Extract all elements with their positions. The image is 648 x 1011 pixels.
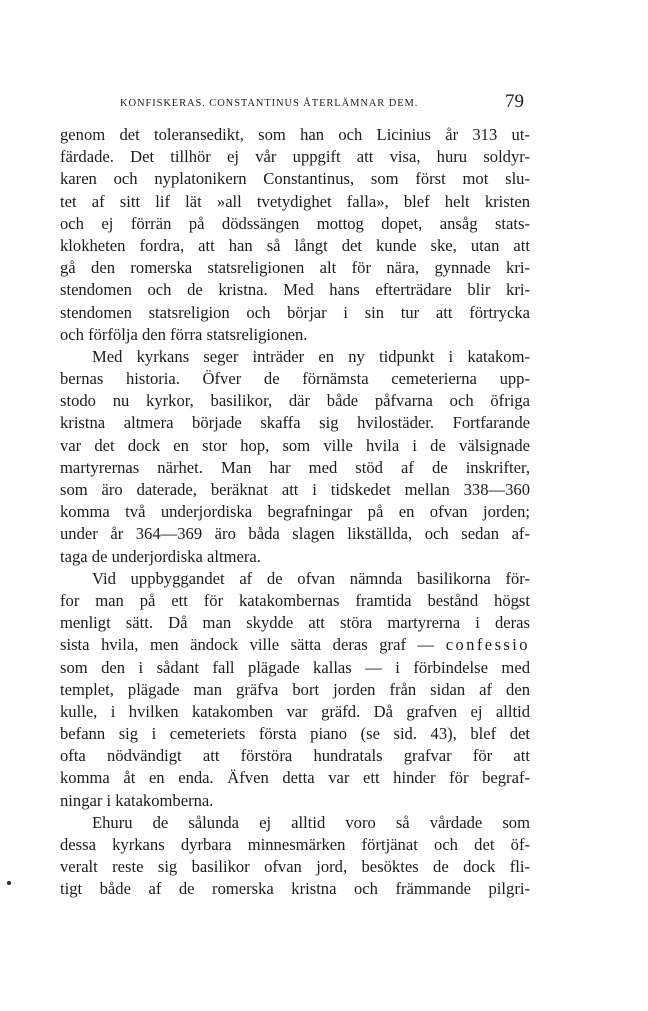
text-line: som äro daterade, beräknat att i tidskedet mellan 338—360 xyxy=(60,480,530,499)
margin-speck xyxy=(7,881,11,885)
text-line: karen och nyplatonikern Constantinus, som först mot slu- xyxy=(60,169,530,189)
text-line: tet af sitt lif lät »all tvetydighet falla», blef helt kristen xyxy=(60,191,530,211)
text-line: komma två underjordiska begrafningar på en ofvan jorden; xyxy=(60,502,530,522)
paragraph-start-line: Ehuru de sålunda ej alltid voro så vårdade som xyxy=(92,812,530,832)
text-line: martyrernas närhet. Man har med stöd af de inskrifter, xyxy=(60,457,530,477)
text-line: och ej förrän på dödssängen mottog dopet, ansåg stats- xyxy=(60,213,530,233)
text-line: befann sig i cemeteriets första piano (se sid. 43), blef det xyxy=(60,724,530,744)
text-line: gå den romerska statsreligionen alt för nära, gynnade kri- xyxy=(60,258,530,278)
running-head xyxy=(120,91,524,115)
text-line: veralt reste sig basilikor ofvan jord, besöktes de dock fli- xyxy=(60,857,530,877)
spaced-word-confessio: confessio xyxy=(445,635,530,655)
text-line: klokheten fordra, att han så långt det kunde ske, utan att xyxy=(60,235,530,255)
paragraph-start-line: Vid uppbyggandet af de ofvan nämnda basilikorna för- xyxy=(92,568,530,588)
text-line-start: sista hvila, men ändock ville sätta deras graf — xyxy=(60,635,446,655)
text-line: for man på ett för katakombernas framtida bestånd högst xyxy=(60,590,530,610)
text-line: komma åt en enda. Äfven detta var ett hinder för begraf- xyxy=(60,768,530,788)
running-title: KONFISKERAS. CONSTANTINUS ÅTERLÄMNAR DEM. xyxy=(120,98,419,109)
text-line: menligt sätt. Då man skydde att störa martyrerna i deras xyxy=(60,613,530,633)
text-line: bernas historia. Öfver de förnämsta cemeterierna upp- xyxy=(60,369,530,389)
text-line: taga de underjordiska altmera. xyxy=(60,546,261,566)
text-line xyxy=(60,634,530,656)
text-line: tigt både af de romerska kristna och främmande pilgri- xyxy=(60,879,530,899)
text-line: och förfölja den förra statsreligionen. xyxy=(60,324,308,344)
body-text xyxy=(60,124,530,901)
text-line: stendomen statsreligion och börjar i sin tur att förtrycka xyxy=(60,302,530,322)
text-line: stendomen och de kristna. Med hans efterträdare blir kri- xyxy=(60,280,530,300)
text-line: kulle, i hvilken katakomben var gräfd. Då grafven ej alltid xyxy=(60,701,530,721)
text-line: genom det toleransedikt, som han och Licinius år 313 ut- xyxy=(60,125,530,144)
text-line: ningar i katakomberna. xyxy=(60,790,214,810)
text-line: dessa kyrkans dyrbara minnesmärken förtjänat och det öf- xyxy=(60,835,530,854)
text-line: under år 364—369 äro båda slagen likställda, och sedan af- xyxy=(60,524,530,544)
text-line: ofta nödvändigt att förstöra hundratals grafvar för att xyxy=(60,746,530,766)
text-line: kristna altmera började skaffa sig hvilostäder. Fortfarande xyxy=(60,413,530,433)
text-line: som den i sådant fall plägade kallas — i förbindelse med xyxy=(60,657,530,677)
page-number: 79 xyxy=(505,91,524,112)
text-line: var det dock en stor hop, som ville hvila i de välsignade xyxy=(60,435,530,455)
text-line: templet, plägade man gräfva bort jorden från sidan af den xyxy=(60,679,530,699)
paragraph-start-line: Med kyrkans seger inträder en ny tidpunkt i katakom- xyxy=(92,346,530,366)
text-line: färdade. Det tillhör ej vår uppgift att visa, huru soldyr- xyxy=(60,147,530,167)
text-line: stodo nu kyrkor, basilikor, där både påfvarna och öfriga xyxy=(60,391,530,411)
